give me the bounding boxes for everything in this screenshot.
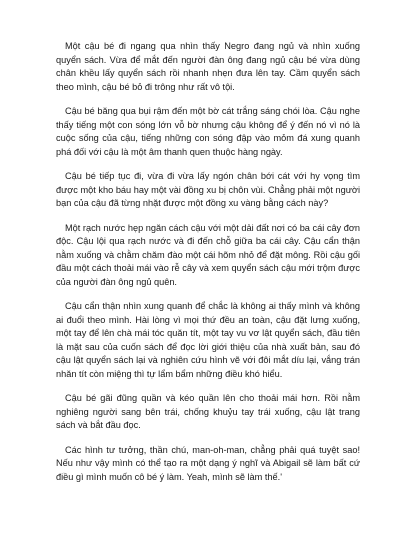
paragraph-7: Các hình tư tưởng, thần chú, man-oh-man, chẳng phải quá tuyệt sao! Nếu như vậy mình có thể tạo ra một dạng ý nghĩ và Abigail sẽ làm bất cứ điều gì mình muốn cô bé ý làm. Yeah, mình sẽ làm thế.' bbox=[56, 444, 360, 482]
paragraph-2: Cậu bé băng qua bụi rậm đến một bờ cát trắng sáng chói lòa. Cậu nghe thấy tiếng một con sóng lớn vỗ bờ nhưng cậu không để ý đến nó vì nó là cuộc sống của cậu, tiếng những con sóng đập vào mỏm đá xung quanh phá đối với cậu là một âm thanh quen thuộc hàng ngày. bbox=[56, 106, 360, 157]
paragraph-1: Một cậu bé đi ngang qua nhìn thấy Negro đang ngủ và nhìn xuống quyển sách. Vừa để mắt đến người đàn ông đang ngủ cậu bé vừa dùng chân khều lấy quyển sách rồi nhanh nhẹn đưa lên tay. Cầm quyển sách theo mình, cậu bé bỏ đi trông như rất vô tội. bbox=[56, 41, 360, 92]
paragraph-4: Một rạch nước hẹp ngăn cách cậu với một dải đất nơi có ba cái cây đơn độc. Cậu lội qua rạch nước và đi đến chỗ giữa ba cái cây. Cậu cẩn thận nằm xuống và chằm chăm đào một cái hõm nhỏ để đặt mông. Rồi cậu gối đầu một cách thoải mái vào rễ cây và xem quyển sách cậu mới trộm được của người đàn ông ngủ quên. bbox=[56, 222, 360, 287]
paragraph-5: Cậu cẩn thận nhìn xung quanh để chắc là không ai thấy mình và không ai đuổi theo mình. Hài lòng vì mọi thứ đều an toàn, cậu đặt lưng xuống, một tay để lên chà mái tóc quăn tít, một tay vu vơ lật quyển sách, đầu tiên là mặt sau của cuốn sách để đọc lời giới thiệu của nhà xuất bản, sau đó cậu lật quyển sách lại và nghiên cứu hình vẽ với đôi mắt díu lại, vắng trán nhăn tít còn miệng thì tự lẩm bẩm những điều khó hiểu. bbox=[56, 301, 360, 379]
paragraph-3: Cậu bé tiếp tục đi, vừa đi vừa lấy ngón chân bới cát với hy vọng tìm được một kho báu hay một vài đồng xu bị chôn vùi. Chẳng phải một người bạn của cậu đã từng nhặt được một đồng xu vàng bằng cách này? bbox=[56, 171, 360, 208]
paragraph-6: Cậu bé gãi đũng quần và kéo quần lên cho thoải mái hơn. Rồi nằm nghiêng người sang bên trái, chống khuỷu tay trái xuống, cậu lật trang sách và bắt đầu đọc. bbox=[56, 393, 360, 430]
